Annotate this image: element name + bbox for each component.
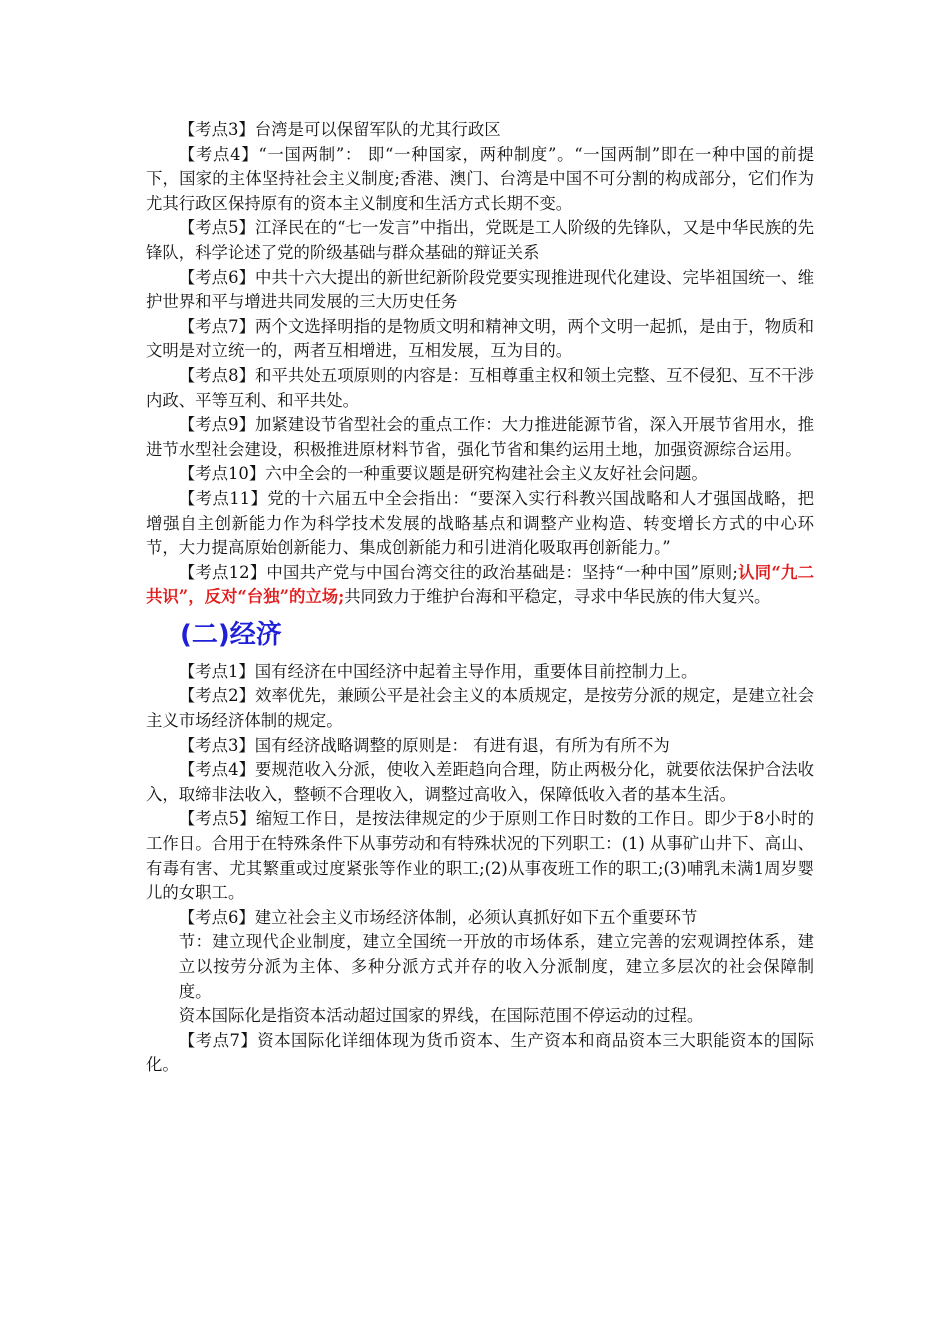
taiwan-para-highlight: 认同“九二共识”，反对“台独”的立场; <box>146 562 814 607</box>
paragraph-econ-kaodian-6: 【考点6】建立社会主义市场经济体制，必须认真抓好如下五个重要环节 <box>178 907 698 927</box>
paragraph-kaodian-7-two-civilizations: 【考点7】两个文选择明指的是物质文明和精神文明，两个文明一起抓，是由于，物质和文明是对立统一的，两者互相增进，互相发展，互为目的。 <box>146 316 814 361</box>
paragraph-kaodian-10-harmonious-society: 【考点10】六中全会的一种重要议题是研究构建社会主义友好社会问题。 <box>178 464 708 484</box>
paragraph-kaodian-8-five-principles: 【考点8】和平共处五项原则的内容是：互相尊重主权和领土完整、互不侵犯、互不干涉内政、平等互利、和平共处。 <box>146 365 814 410</box>
paragraph-econ-kaodian-7: 【考点7】资本国际化详细体现为货币资本、生产资本和商品资本三大职能资本的国际化。 <box>146 1030 814 1075</box>
paragraph-econ-kaodian-5: 【考点5】缩短工作日，是按法律规定的少于原则工作日时数的工作日。即少于8小时的工作日。合用于在特殊条件下从事劳动和有特殊状况的下列职工：(1) 从事矿山井下、高山、有毒有害、尤其繁重或过度紧张等作业的职工;(2)从事夜班工作的职工;(3)哺乳未满1周岁婴儿的女职工。 <box>146 809 814 903</box>
paragraph-kaodian-11-innovation: 【考点11】党的十六届五中全会指出：“要深入实行科教兴国战略和人才强国战略，把增强自主创新能力作为科学技术发展的战略基点和调整产业构造、转变增长方式的中心环节，大力提高原始创新能力、集成创新能力和引进消化吸取再创新能力。” <box>146 488 814 558</box>
taiwan-para-text-before: 【考点12】中国共产党与中国台湾交往的政治基础是：坚持“一种中国”原则; <box>178 562 738 582</box>
paragraph-econ-kaodian-3: 【考点3】国有经济战略调整的原则是： 有进有退，有所为有所不为 <box>178 735 670 755</box>
paragraph-kaodian-5-vanguard: 【考点5】江泽民在的“七一发言”中指出，党既是工人阶级的先锋队，又是中华民族的先锋队，科学论述了党的阶级基础与群众基础的辩证关系 <box>146 218 814 262</box>
paragraph-econ-kaodian-4: 【考点4】要规范收入分派，使收入差距趋向合理，防止两极分化，就要依法保护合法收入，取缔非法收入，整顿不合理收入，调整过高收入，保障低收入者的基本生活。 <box>146 760 814 804</box>
paragraph-kaodian-3-taiwan-army: 【考点3】台湾是可以保留军队的尤其行政区 <box>178 120 501 139</box>
paragraph-econ-kaodian-1: 【考点1】国有经济在中国经济中起着主导作用，重要体目前控制力上。 <box>178 661 698 681</box>
paragraph-econ-kaodian-2: 【考点2】效率优先，兼顾公平是社会主义的本质规定，是按劳分派的规定，是建立社会主义市场经济体制的规定。 <box>146 686 814 731</box>
document-page <box>146 118 814 1078</box>
taiwan-para-text-after: 共同致力于维护台海和平稳定，寻求中华民族的伟大复兴。 <box>344 587 771 607</box>
paragraph-capital-internationalization: 资本国际化是指资本活动超过国家的界线，在国际范围不停运动的过程。 <box>178 1006 704 1026</box>
paragraph-kaodian-6-three-tasks: 【考点6】中共十六大提出的新世纪新阶段党要实现推进现代化建设、完毕祖国统一、维护世界和平与增进共同发展的三大历史任务 <box>146 267 814 312</box>
paragraph-kaodian-9-saving-society: 【考点9】加紧建设节省型社会的重点工作：大力推进能源节省，深入开展节省用水，推进节水型社会建设，积极推进原材料节省，强化节省和集约运用土地，加强资源综合运用。 <box>146 415 814 459</box>
section-title-economy: (二)经济 <box>180 619 282 650</box>
paragraph-kaodian-4-one-country-two-systems: 【考点4】“一国两制”： 即“一种国家，两种制度”。“一国两制”即在一种中国的前提下，国家的主体坚持社会主义制度;香港、澳门、台湾是中国不可分割的构成部分，它们作为尤其行政区保持原有的资本主义制度和生活方式长期不变。 <box>146 144 814 213</box>
paragraph-econ-kaodian-6-continued: 节：建立现代企业制度，建立全国统一开放的市场体系，建立完善的宏观调控体系，建立以按劳分派为主体、多种分派方式并存的收入分派制度，建立多层次的社会保障制度。 <box>178 932 814 1001</box>
paragraph-kaodian-12-taiwan-relations <box>146 561 814 610</box>
